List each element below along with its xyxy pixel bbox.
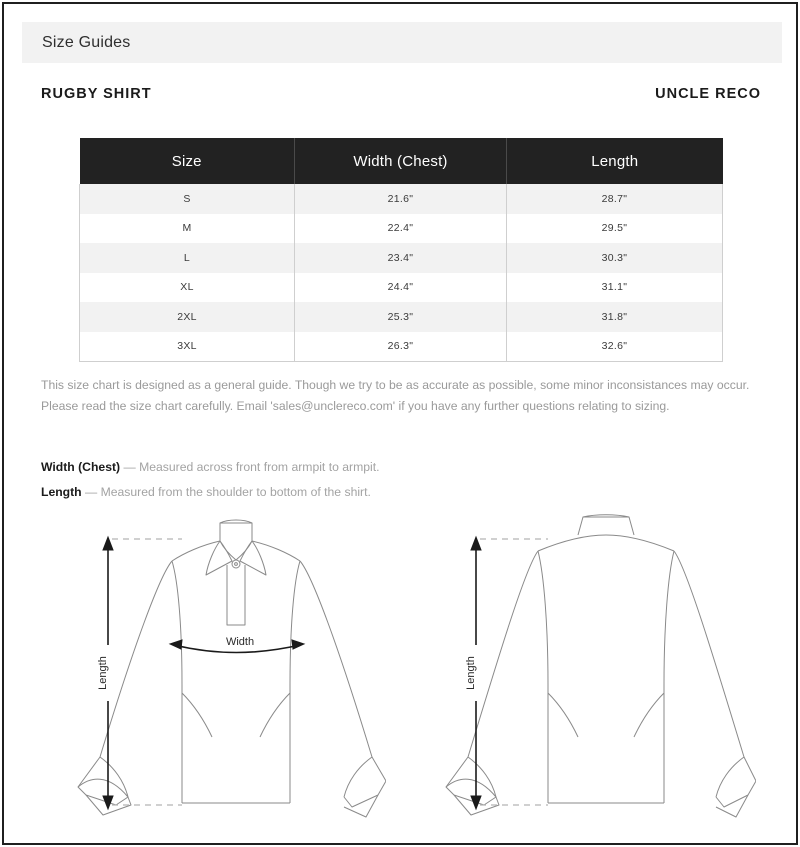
table-row	[80, 214, 723, 244]
cell-width: 21.6"	[295, 184, 507, 214]
header-bar	[22, 22, 782, 63]
length-guide-lines	[480, 539, 548, 805]
cell-length: 31.8"	[507, 302, 723, 332]
cell-size: 3XL	[80, 332, 295, 362]
table-row	[80, 332, 723, 362]
cell-length: 32.6"	[507, 332, 723, 362]
garment-diagrams	[36, 505, 776, 825]
cell-size: M	[80, 214, 295, 244]
table-header-row	[80, 138, 723, 184]
cell-length: 30.3"	[507, 243, 723, 273]
shirt-front-diagram	[56, 505, 386, 825]
table-row	[80, 302, 723, 332]
cell-width: 23.4"	[295, 243, 507, 273]
definition-dash: —	[120, 460, 140, 474]
cell-size: 2XL	[80, 302, 295, 332]
cell-length: 29.5"	[507, 214, 723, 244]
column-header-length: Length	[507, 138, 723, 184]
cell-width: 24.4"	[295, 273, 507, 303]
table-row	[80, 273, 723, 303]
definition-text: Measured from the shoulder to bottom of the shirt.	[100, 485, 371, 499]
product-name: RUGBY SHIRT	[41, 86, 152, 102]
cell-width: 25.3"	[295, 302, 507, 332]
measurement-definitions	[41, 455, 641, 505]
product-title-row	[41, 86, 761, 102]
cell-width: 22.4"	[295, 214, 507, 244]
width-dimension-label: Width	[225, 636, 255, 648]
column-header-width: Width (Chest)	[295, 138, 507, 184]
cell-length: 31.1"	[507, 273, 723, 303]
definition-text: Measured across front from armpit to armpit.	[139, 460, 380, 474]
page-title: Size Guides	[42, 33, 131, 51]
cell-size: L	[80, 243, 295, 273]
cell-size: XL	[80, 273, 295, 303]
length-dimension-label: Length	[465, 656, 477, 690]
definition-width	[41, 455, 641, 480]
cell-width: 26.3"	[295, 332, 507, 362]
shirt-back-diagram	[426, 505, 756, 825]
brand-name: UNCLE RECO	[655, 86, 761, 102]
disclaimer-text: This size chart is designed as a general guide. Though we try to be as accurate as possible, some minor inconsistances may occur. Please read the size chart carefully. Email 'sales@unclereco.com' if you have any further questions relating to sizing.	[41, 378, 750, 413]
length-guide-lines	[112, 539, 182, 805]
cell-size: S	[80, 184, 295, 214]
definition-dash: —	[81, 485, 101, 499]
definition-length	[41, 480, 641, 505]
length-dimension-label: Length	[97, 656, 109, 690]
column-header-size: Size	[80, 138, 295, 184]
definition-term: Width (Chest)	[41, 460, 121, 474]
table-row	[80, 243, 723, 273]
size-chart-table	[79, 138, 723, 362]
table-row	[80, 184, 723, 214]
cell-length: 28.7"	[507, 184, 723, 214]
definition-term: Length	[41, 485, 82, 499]
